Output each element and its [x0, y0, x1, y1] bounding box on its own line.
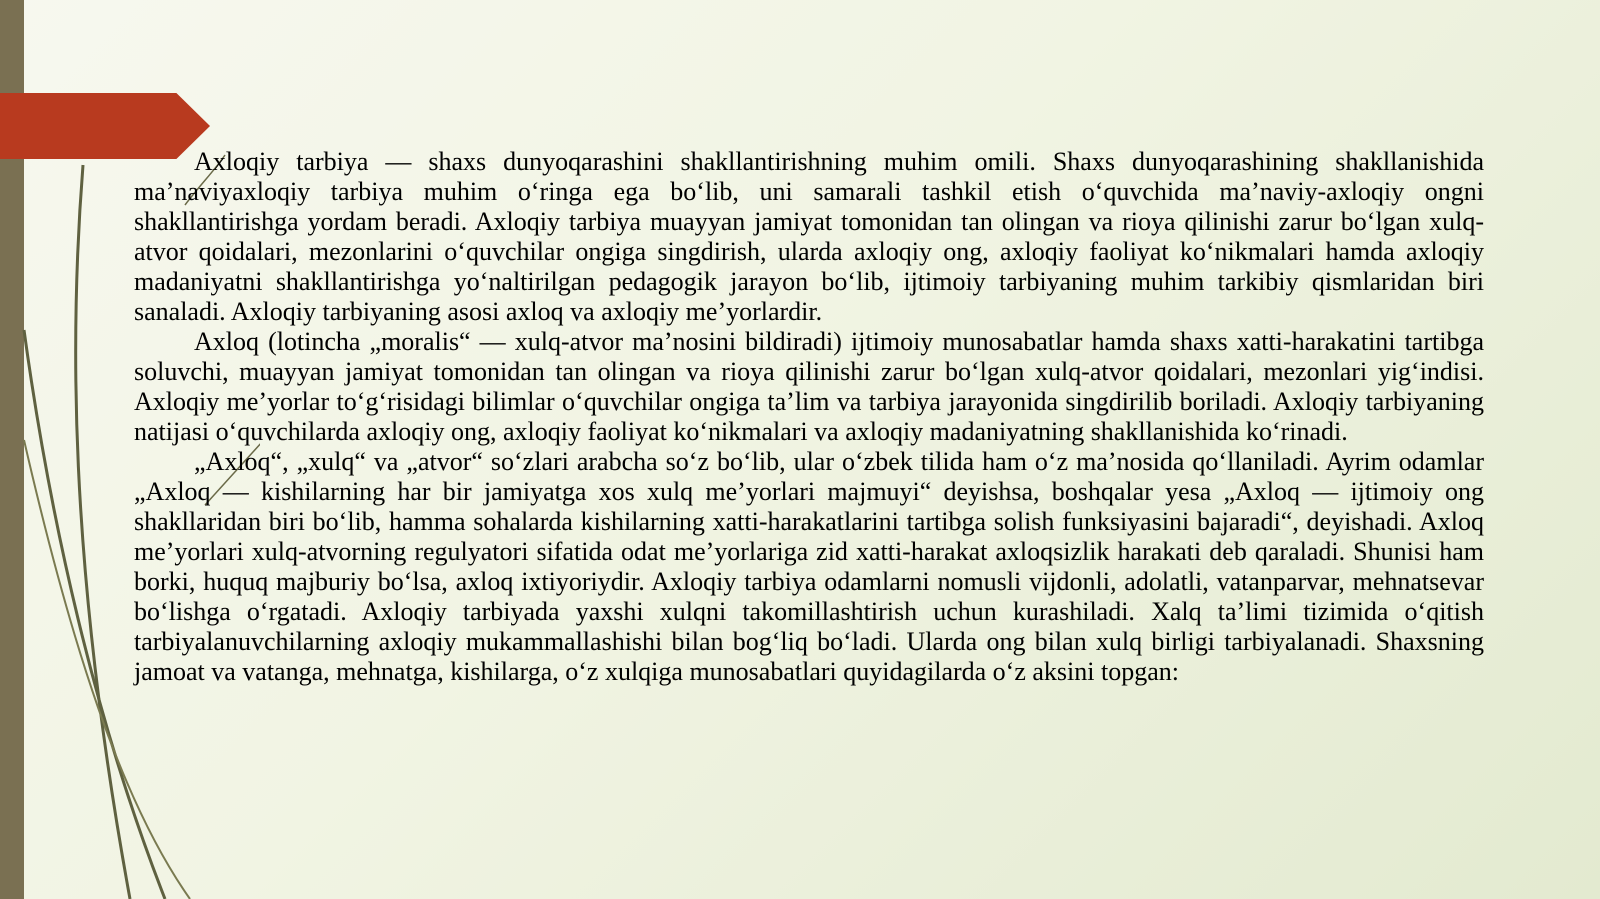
paragraph-1: Axloqiy tarbiya — shaxs dunyoqarashini shakllantirishning muhim omili. Shaxs dunyoqarashining shakllanishida ma’naviyaxloqiy tarbiya muhim o‘ringa ega bo‘lib, uni samarali tashkil etish o‘quvchida ma’naviy-axloqiy ongni shakllantirishga yordam beradi. Axloqiy tarbiya muayyan jamiyat tomonidan tan olingan va rioya qilinishi zarur bo‘lgan xulq-atvor qoidalari, mezonlarini o‘quvchilar ongiga singdirish, ularda axloqiy ong, axloqiy faoliyat ko‘nikmalari hamda axloqiy madaniyatni shakllantirishga yo‘naltirilgan pedagogik jarayon bo‘lib, ijtimoiy tarbiyaning muhim tarkibiy qismlaridan biri sanaladi. Axloqiy tarbiyaning asosi axloq va axloqiy me’yorlardir.: [134, 147, 1484, 326]
paragraph-3: „Axloq“, „xulq“ va „atvor“ so‘zlari arabcha so‘z bo‘lib, ular o‘zbek tilida ham o‘z ma’nosida qo‘llaniladi. Ayrim odamlar „Axloq — kishilarning har bir jamiyatga xos xulq me’yorlari majmuyi“ deyishsa, boshqalar yesa „Axloq — ijtimoiy ong shakllaridan biri bo‘lib, hamma sohalarda kishilarning xatti-harakatlarini tartibga solish funksiyasini bajaradi“, deyishadi. Axloq me’yorlari xulq-atvorning regulyatori sifatida odat me’yorlariga zid xatti-harakat axloqsizlik harakati deb qaraladi. Shunisi ham borki, huquq majburiy bo‘lsa, axloq ixtiyoriydir. Axloqiy tarbiya odamlarni nomusli vijdonli, adolatli, vatanparvar, mehnatsevar bo‘lishga o‘rgatadi. Axloqiy tarbiyada yaxshi xulqni takomillashtirish uchun kurashiladi. Xalq ta’limi tizimida o‘qitish tarbiyalanuvchilarning axloqiy mukammallashishi bilan bog‘liq bo‘ladi. Ularda ong bilan xulq birligi tarbiyalanadi. Shaxsning jamoat va vatanga, mehnatga, kishilarga, o‘z xulqiga munosabatlari quyidagilarda o‘z aksini topgan:: [134, 447, 1484, 686]
paragraph-2: Axloq (lotincha „moralis“ — xulq-atvor ma’nosini bildiradi) ijtimoiy munosabatlar hamda shaxs xatti-harakatini tartibga soluvchi, muayyan jamiyat tomonidan tan olingan va rioya qilinishi zarur bo‘lgan xulq-atvor qoidalari, mezonlari yig‘indisi. Axloqiy me’yorlar to‘g‘risidagi bilimlar o‘quvchilar ongiga ta’lim va tarbiya jarayonida singdirilib boriladi. Axloqiy tarbiyaning natijasi o‘quvchilarda axloqiy ong, axloqiy faoliyat ko‘nikmalari va axloqiy madaniyatning shakllanishida ko‘rinadi.: [134, 327, 1484, 446]
slide-text-body: [134, 147, 1484, 687]
